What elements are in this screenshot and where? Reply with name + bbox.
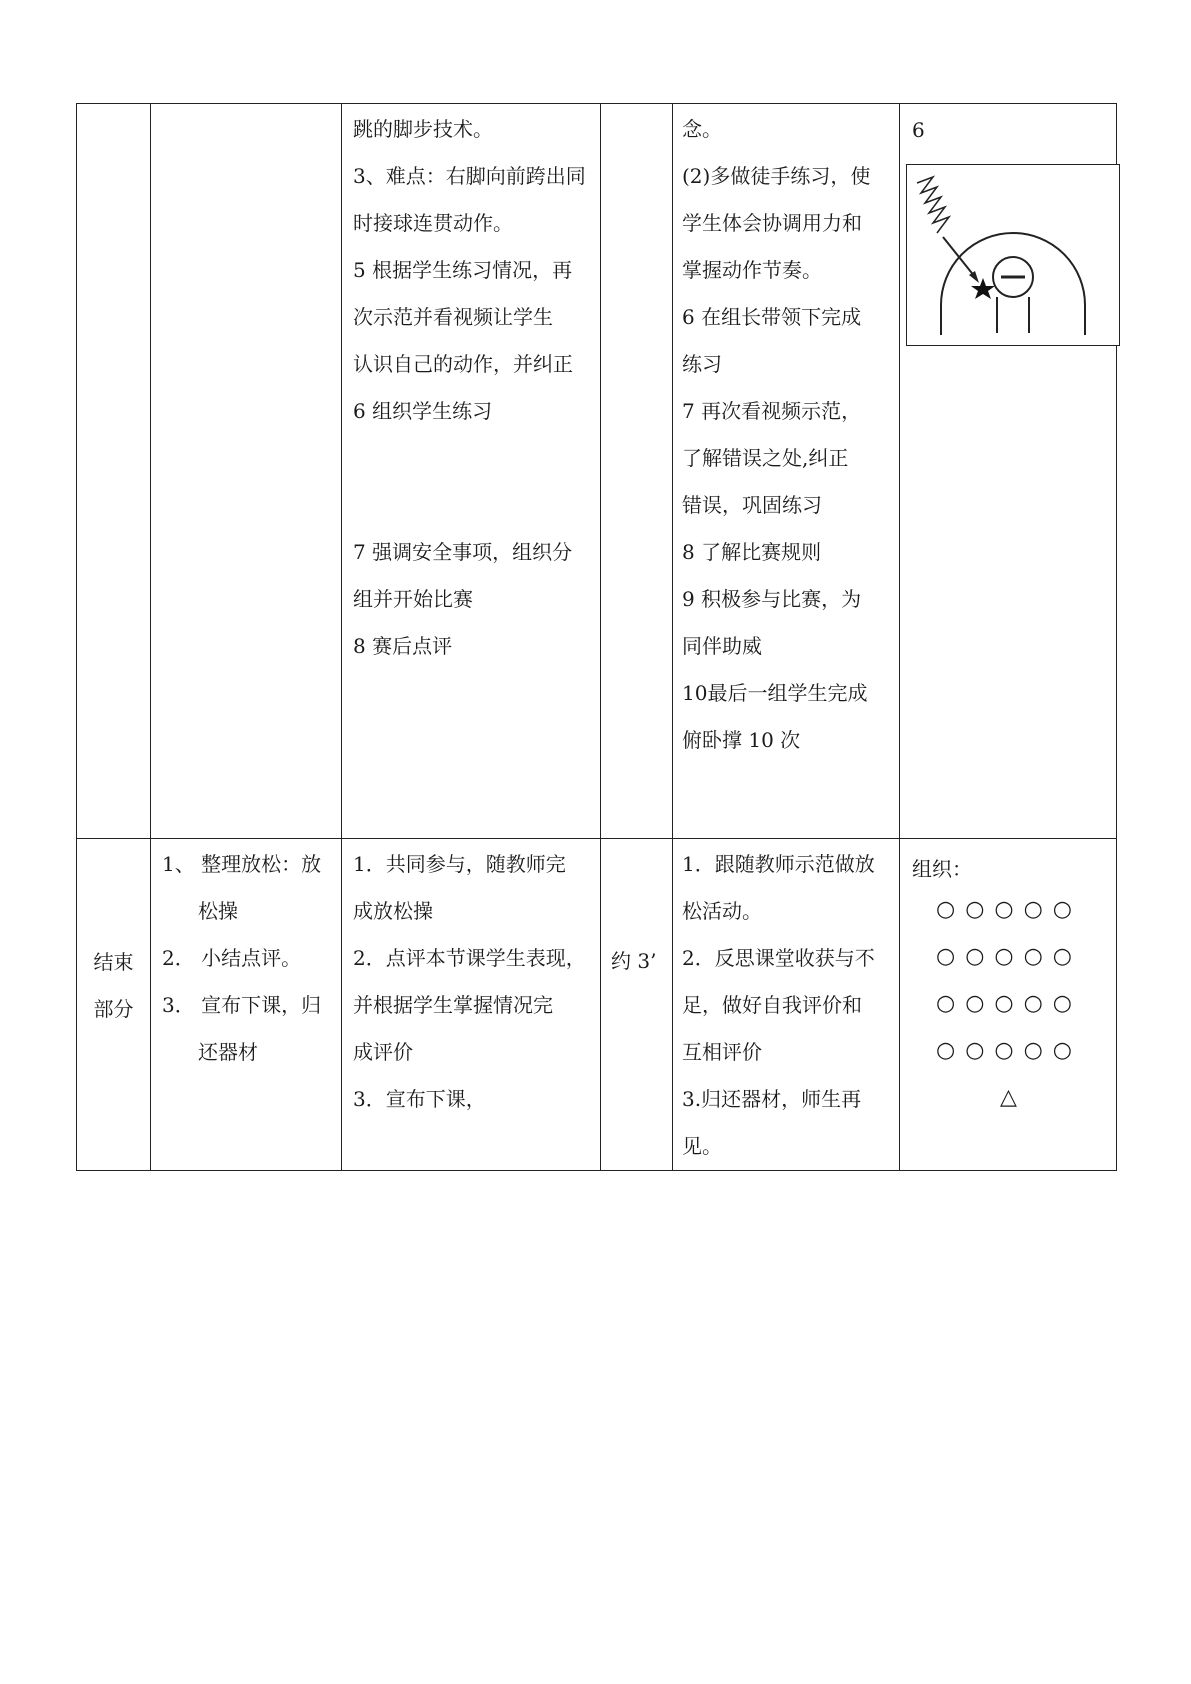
text-line: 错误，巩固练习	[682, 493, 822, 517]
content-cell	[151, 839, 342, 1171]
time-label: 约 3’	[611, 949, 657, 973]
text-line: 7 再次看视频示范，	[682, 399, 862, 423]
table-row	[77, 839, 1117, 1171]
text-line: 足，做好自我评价和	[682, 993, 862, 1017]
court-diagram	[906, 164, 1120, 346]
text-line	[353, 482, 594, 529]
text-line: 2．反思课堂收获与不	[682, 946, 875, 970]
text-line: 1．共同参与，随教师完	[353, 852, 566, 876]
text-line: 掌握动作节奏。	[682, 258, 822, 282]
student-activity-text	[673, 839, 899, 1170]
section-label-line: 结束	[93, 950, 134, 974]
time-cell	[601, 839, 673, 1171]
student-activity-text	[673, 104, 899, 764]
text-line: 并根据学生掌握情况完	[353, 993, 553, 1017]
star-icon	[971, 278, 995, 299]
teacher-activity-text	[342, 104, 600, 670]
text-line: 学生体会协调用力和	[682, 211, 862, 235]
text-line: 3、难点：右脚向前跨出同	[353, 164, 586, 188]
organization-cell	[900, 839, 1117, 1171]
formation-row: ○○○○○	[936, 897, 1082, 922]
text-line: 9 积极参与比赛，为	[682, 587, 862, 611]
formation-row: ○○○○○	[936, 1038, 1082, 1063]
text-line: 松操	[198, 899, 238, 923]
text-line: 组并开始比赛	[353, 587, 473, 611]
text-line: (2)多做徒手练习，使	[682, 164, 871, 188]
organization-label: 组织：	[912, 857, 972, 881]
text-line: 次示范并看视频让学生	[353, 305, 553, 329]
teacher-activity-cell	[342, 104, 601, 839]
text-line: 6 组织学生练习	[353, 399, 493, 423]
text-line: 时接球连贯动作。	[353, 211, 513, 235]
lesson-plan-table	[76, 103, 1117, 1171]
organization-cell	[900, 104, 1117, 839]
text-line	[353, 435, 594, 482]
text-line: 互相评价	[682, 1040, 762, 1064]
content-text	[151, 839, 341, 1076]
section-label-line: 部分	[93, 997, 134, 1021]
teacher-activity-text	[342, 839, 600, 1123]
section-cell	[77, 839, 151, 1171]
content-cell	[151, 104, 342, 839]
text-line: 俯卧撑 10 次	[682, 728, 801, 752]
basketball-court-icon	[907, 165, 1119, 345]
text-line: 1．跟随教师示范做放	[682, 852, 875, 876]
text-line: 同伴助威	[682, 634, 762, 658]
formation-row: ○○○○○	[936, 991, 1082, 1016]
text-line: 7 强调安全事项，组织分	[353, 540, 573, 564]
text-line: 8 赛后点评	[353, 634, 453, 658]
section-cell	[77, 104, 151, 839]
table-row	[77, 104, 1117, 839]
time-cell	[601, 104, 673, 839]
text-line: 2．点评本节课学生表现，	[353, 946, 586, 970]
text-line: 10最后一组学生完成	[682, 681, 868, 705]
text-line: 5 根据学生练习情况，再	[353, 258, 573, 282]
text-line: 3． 宣布下课，归	[162, 993, 322, 1017]
student-activity-cell	[673, 839, 900, 1171]
text-line: 3．宣布下课，	[353, 1087, 486, 1111]
text-line: 成评价	[353, 1040, 413, 1064]
section-label	[77, 939, 150, 1033]
text-line: 跳的脚步技术。	[353, 117, 493, 141]
text-line: 1、 整理放松：放	[162, 852, 322, 876]
text-line: 认识自己的动作，并纠正	[353, 352, 573, 376]
text-line: 练习	[682, 352, 722, 376]
text-line: 6 在组长带领下完成	[682, 305, 862, 329]
teacher-activity-cell	[342, 839, 601, 1171]
text-line: 还器材	[198, 1040, 258, 1064]
text-line: 松活动。	[682, 899, 762, 923]
text-line: 了解错误之处,纠正	[682, 446, 849, 470]
student-activity-cell	[673, 104, 900, 839]
text-line: 3.归还器材，师生再	[682, 1087, 862, 1111]
diagram-number: 6	[912, 118, 925, 142]
text-line: 念。	[682, 117, 722, 141]
teacher-position-icon: △	[1000, 1085, 1017, 1110]
text-line: 见。	[682, 1134, 722, 1158]
formation-row: ○○○○○	[936, 944, 1082, 969]
text-line: 成放松操	[353, 899, 433, 923]
text-line: 2． 小结点评。	[162, 946, 302, 970]
text-line: 8 了解比赛规则	[682, 540, 822, 564]
